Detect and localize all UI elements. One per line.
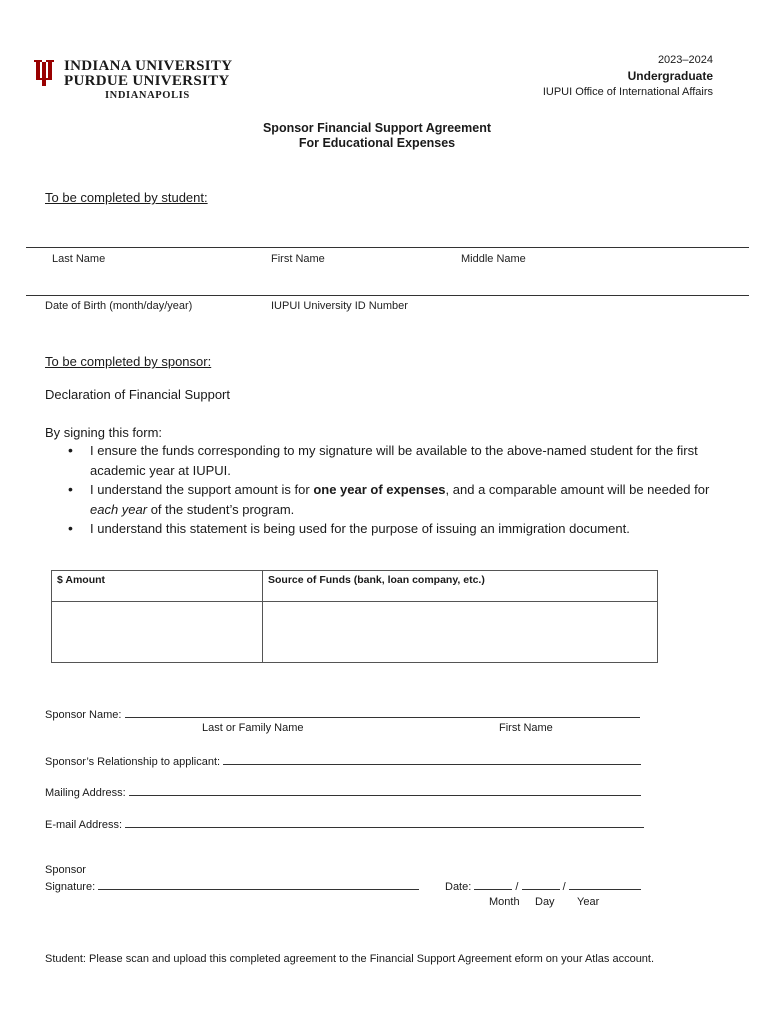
sponsor-name-field[interactable] [125,707,640,718]
amount-column-header: $ Amount [52,571,263,602]
signature-row [45,879,419,893]
student-name-line[interactable] [26,247,749,248]
terms-list [60,441,730,539]
dob-label: Date of Birth (month/day/year) [45,300,193,312]
sponsor-name-row [45,707,640,721]
source-cell[interactable] [263,602,658,663]
term-item: • I understand this statement is being used for the purpose of issuing an immigration document. [60,519,730,539]
footer-instructions: Student: Please scan and upload this completed agreement to the Financial Support Agreement eform on your Atlas account. [45,953,655,965]
university-id-label: IUPUI University ID Number [271,300,408,312]
email-label: E-mail Address: [45,819,123,831]
email-row [45,817,644,831]
academic-year: 2023–2024 [657,54,713,66]
amount-cell[interactable] [52,602,263,663]
signature-label: Signature: [45,881,96,893]
title-line-2: For Educational Expenses [298,136,456,150]
relationship-field[interactable] [223,754,641,765]
logo-line-1: INDIANA UNIVERSITY [64,58,233,74]
last-name-sublabel: Last or Family Name [202,722,304,734]
logo-line-3: INDIANAPOLIS [105,90,190,101]
middle-name-label: Middle Name [461,253,526,265]
term-item: • I understand the support amount is for one year of expenses, and a comparable amount will be needed for each year of the student’s program. [60,480,730,519]
declaration-heading: Declaration of Financial Support [45,387,230,402]
sponsor-section-heading: To be completed by sponsor: [45,354,212,369]
term-item: • I ensure the funds corresponding to my signature will be available to the above-named student for the first academic year at IUPUI. [60,441,730,480]
date-year-field[interactable] [569,879,641,890]
mailing-row [45,785,641,799]
year-sublabel: Year [577,896,600,908]
title-line-1: Sponsor Financial Support Agreement [262,121,492,135]
date-row [445,879,641,893]
student-section-heading: To be completed by student: [45,190,208,205]
signature-field[interactable] [98,879,419,890]
first-name-sublabel: First Name [499,722,553,734]
last-name-label: Last Name [52,253,106,265]
signing-intro: By signing this form: [45,425,163,440]
document-meta [543,52,713,100]
student-level: Undergraduate [627,69,713,83]
signature-label-top: Sponsor [45,864,86,876]
date-day-field[interactable] [522,879,560,890]
date-separator: / [515,881,519,893]
relationship-row [45,754,641,768]
relationship-label: Sponsor’s Relationship to applicant: [45,756,221,768]
funds-table [51,570,658,663]
first-name-label: First Name [271,253,325,265]
logo-line-2: PURDUE UNIVERSITY [64,73,230,89]
mailing-address-field[interactable] [129,785,641,796]
month-sublabel: Month [489,896,520,908]
student-dob-id-line[interactable] [26,295,749,296]
mailing-address-label: Mailing Address: [45,787,126,799]
date-separator: / [562,881,566,893]
source-column-header: Source of Funds (bank, loan company, etc.) [263,571,658,602]
office-name: IUPUI Office of International Affairs [542,86,713,98]
day-sublabel: Day [535,896,555,908]
date-label: Date: [445,881,472,893]
iu-trident-icon [32,58,56,88]
document-title [0,121,754,151]
sponsor-name-label: Sponsor Name: [45,709,122,721]
date-month-field[interactable] [474,879,512,890]
iupui-logo [32,58,242,104]
email-field[interactable] [125,817,644,828]
